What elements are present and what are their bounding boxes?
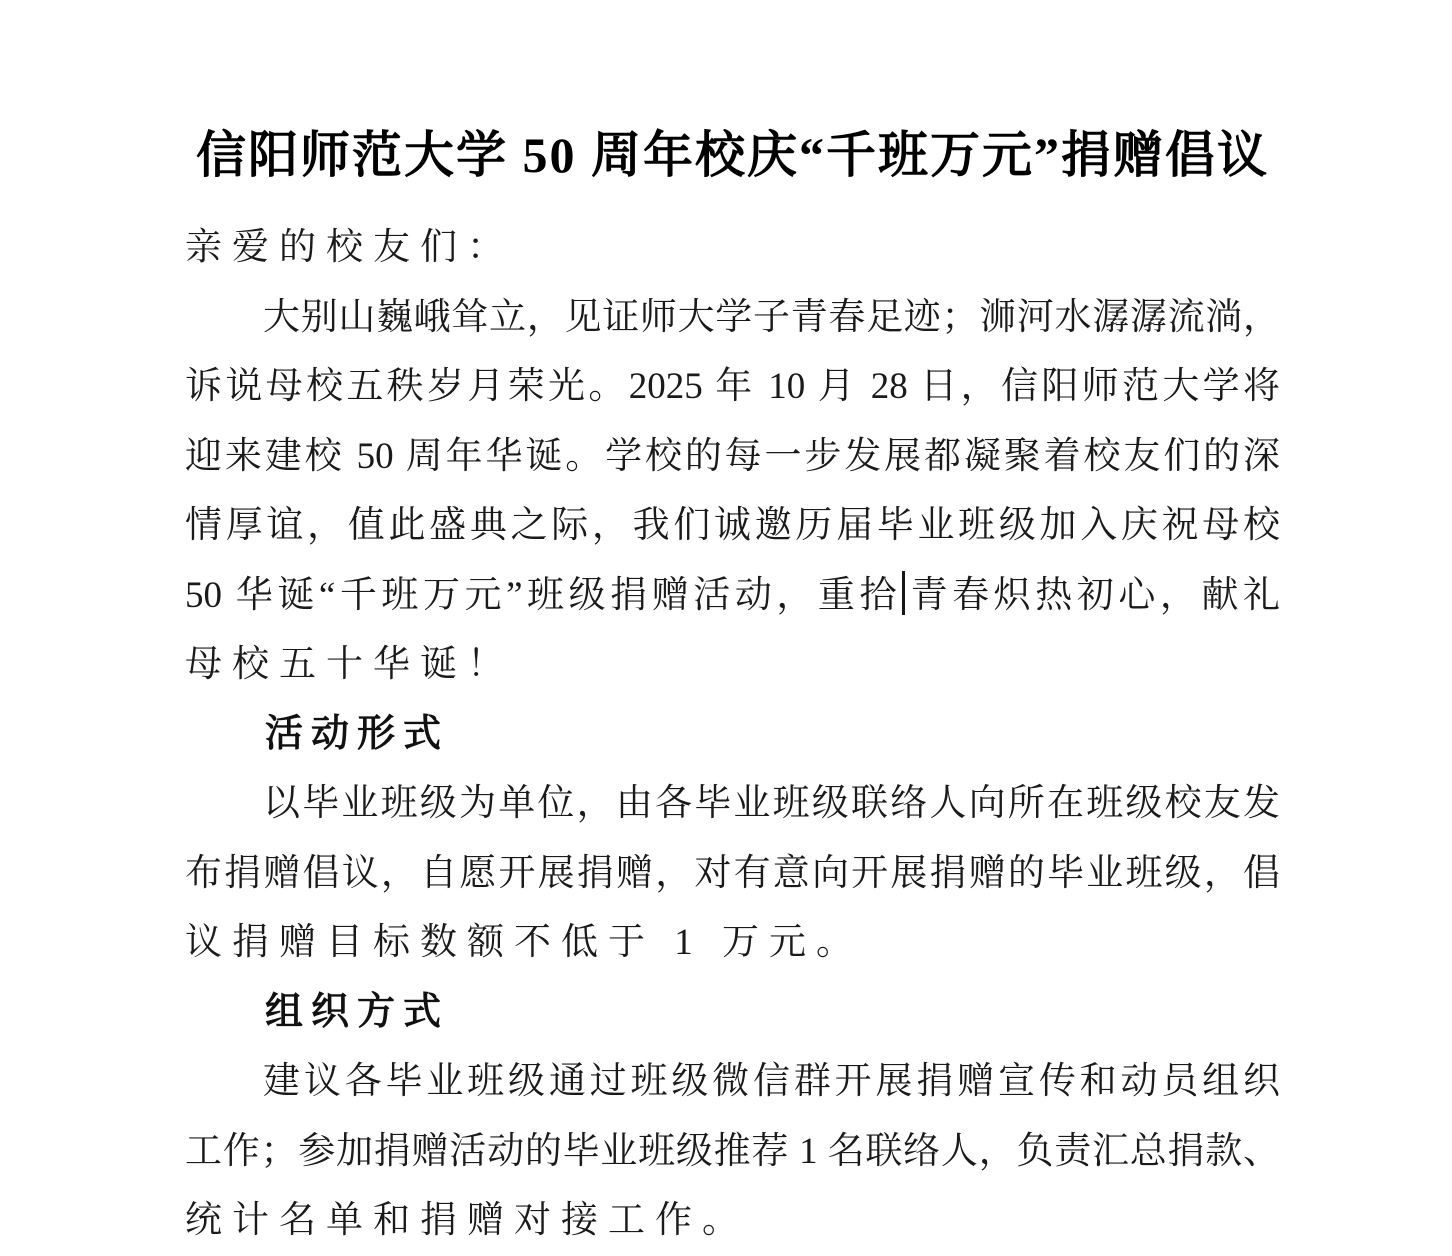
text-line: 大别山巍峨耸立，见证师大学子青春足迹；浉河水潺潺流淌，: [263, 296, 1280, 338]
text-line: 统计名单和捐赠对接工作。: [185, 1200, 749, 1241]
text-cursor: [902, 571, 905, 615]
text-line: 50 华诞“千班万元”班级捐赠活动，重拾 青春炽热初心，献礼: [185, 561, 1280, 631]
text-line: 工作；参加捐赠活动的毕业班级推荐 1 名联络人，负责汇总捐款、: [185, 1130, 1280, 1172]
text-line: 以毕业班级为单位，由各毕业班级联络人向所在班级校友发: [263, 783, 1280, 824]
text-line: 迎来建校 50 周年华诞。学校的每一步发展都凝聚着校友们的深: [185, 435, 1280, 477]
document-content: [185, 0, 1280, 1256]
text-line: 建议各毕业班级通过班级微信群开展捐赠宣传和动员组织: [263, 1061, 1280, 1102]
section-heading: 活动形式: [265, 712, 450, 755]
text-line: 亲爱的校友们：: [185, 227, 514, 268]
text-line: 情厚谊，值此盛典之际，我们诚邀历届毕业班级加入庆祝母校: [185, 505, 1280, 546]
document-title: 信阳师范大学 50 周年校庆“千班万元”捐赠倡议: [196, 127, 1269, 183]
section-heading: 组织方式: [265, 990, 450, 1033]
text-line: 布捐赠倡议，自愿开展捐赠，对有意向开展捐赠的毕业班级，倡: [185, 852, 1280, 894]
document-body: [185, 213, 1280, 1256]
text-line: 母校五十华诞！: [185, 644, 514, 685]
text-line: 议捐赠目标数额不低于 1 万元。: [185, 922, 863, 963]
text-line: 诉说母校五秩岁月荣光。2025 年 10 月 28 日，信阳师范大学将: [185, 366, 1280, 407]
